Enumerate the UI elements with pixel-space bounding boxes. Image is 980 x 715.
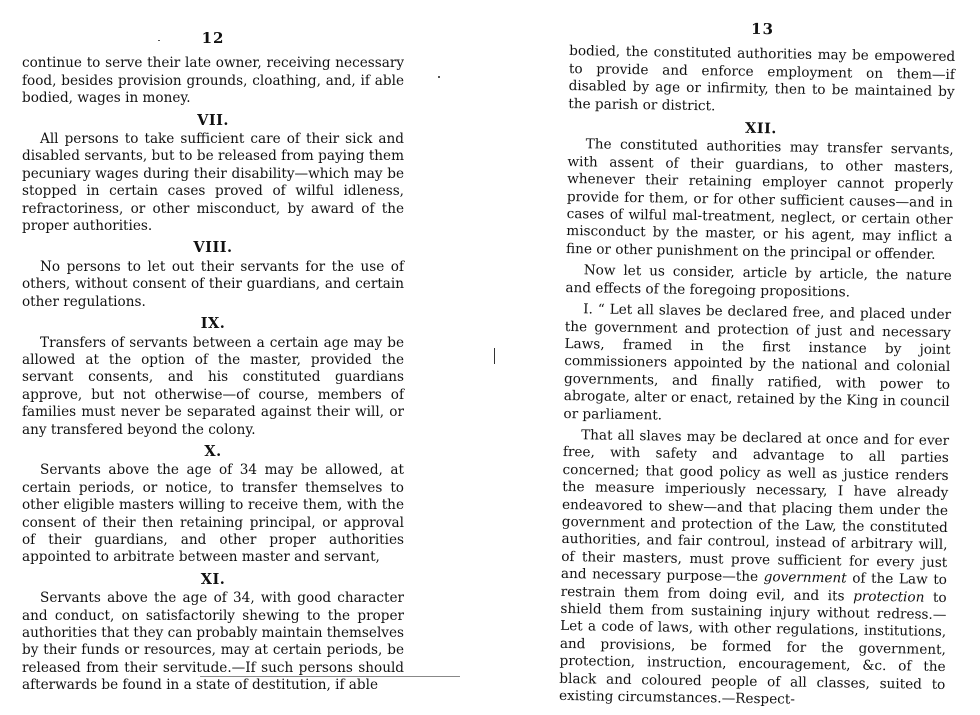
section-text-vii: All persons to take sufficient care of their sick and disabled servants, but to be released from paying them pecuniary wages during their disability—which may be stopped in certain cases proved of wilful idleness, refractoriness, or other misconduct, by award of the proper authorities.	[22, 131, 404, 235]
section-text-xii: The constituted authorities may transfer servants, with assent of their guardians, to other masters, whenever their retaining employer cannot properly provide for them, or for other sufficient causes—and in cases of wilful mal-treatment, neglect, or certain other misconduct by the master, or his agent, may inflict a fine or other punishment on the principal or offender.	[565, 136, 954, 263]
ink-speck	[158, 40, 160, 41]
continuation-text: continue to serve their late owner, receiving necessary food, besides provision grounds, cloathing, and, if able bodied, wages in money.	[22, 55, 404, 107]
page-edge-line	[200, 676, 460, 677]
section-heading-x: X.	[204, 442, 222, 460]
page-number: 12	[201, 29, 225, 47]
section-text-ix: Transfers of servants between a certain age may be allowed at the option of the master, provided the servant consents, and his constituted guardians approve, but not otherwise—of course, members of families must never be separated against their will, or any transfered beyond the colony.	[22, 334, 404, 438]
section-heading-vii: VII.	[197, 111, 229, 129]
discussion-paragraph	[559, 427, 949, 712]
section-text-x: Servants above the age of 34 may be allowed, at certain periods, or notice, to transfer themselves to other eligible masters willing to receive them, with the consent of their then retaining principal, or approval of their guardians, and other proper authorities appointed to arbitrate between master and servant,	[22, 462, 404, 566]
discussion-text-3: to shield them from sustaining injury without redress.—Let a code of laws, with other regulations, institutions, and provisions, be formed for the government, protection, instruction, encouragement, &c. of the black and coloured people of all classes, suited to existing circumstances.—Respect-	[558, 589, 947, 708]
discussion-text-2: of the Law to restrain them from doing evil, and its	[560, 570, 948, 605]
section-heading-ix: IX.	[200, 315, 226, 333]
emphasis-government: government	[763, 569, 847, 587]
discussion-text-1: That all slaves may be declared at once and for ever free, with safety and advantage to all parties concerned; that good policy as well as justice renders the measure imperiously necessary, I have already endeavored to shew—and that placing them under the government and protection of the Law, the constituted authorities, and fair controul, instead of arbitrary will, of their masters, must prove sufficient for every just and necessary purpose—the	[560, 427, 950, 586]
section-heading-viii: VIII.	[193, 239, 233, 257]
intro-paragraph: Now let us consider, article by article, the nature and effects of the foregoing propositions.	[565, 262, 952, 301]
gutter-mark	[494, 348, 495, 364]
section-heading-xii: XII.	[744, 119, 778, 138]
section-text-viii: No persons to let out their servants for the use of others, without consent of their guardians, and certain other regulations.	[22, 258, 404, 310]
left-page	[22, 0, 404, 699]
quoted-proposition: I. “ Let all slaves be declared free, and placed under the government and protection of just and necessary Laws, framed in the first instance by joint commissioners appointed by the national and colonial governments, and finally ratified, with power to abrogate, alter or enact, retained by the King in council or parliament.	[563, 301, 952, 424]
ink-speck	[438, 76, 440, 78]
continuation-text: bodied, the constituted authorities may be empowered to provide and enforce employment on them—if disabled by age or infirmity, then to be maintained by the parish or district.	[568, 43, 956, 114]
section-text-xi: Servants above the age of 34, with good character and conduct, on satisfactorily shewing to the proper authorities that they can probably maintain themselves by their funds or resources, may at certain periods, be released from their servitude.—If such persons should afterwards be found in a state of destitution, if able	[22, 590, 404, 694]
section-heading-xi: XI.	[200, 570, 226, 588]
page-number: 13	[750, 19, 775, 39]
emphasis-protection: protection	[853, 588, 925, 606]
right-page	[559, 0, 956, 715]
